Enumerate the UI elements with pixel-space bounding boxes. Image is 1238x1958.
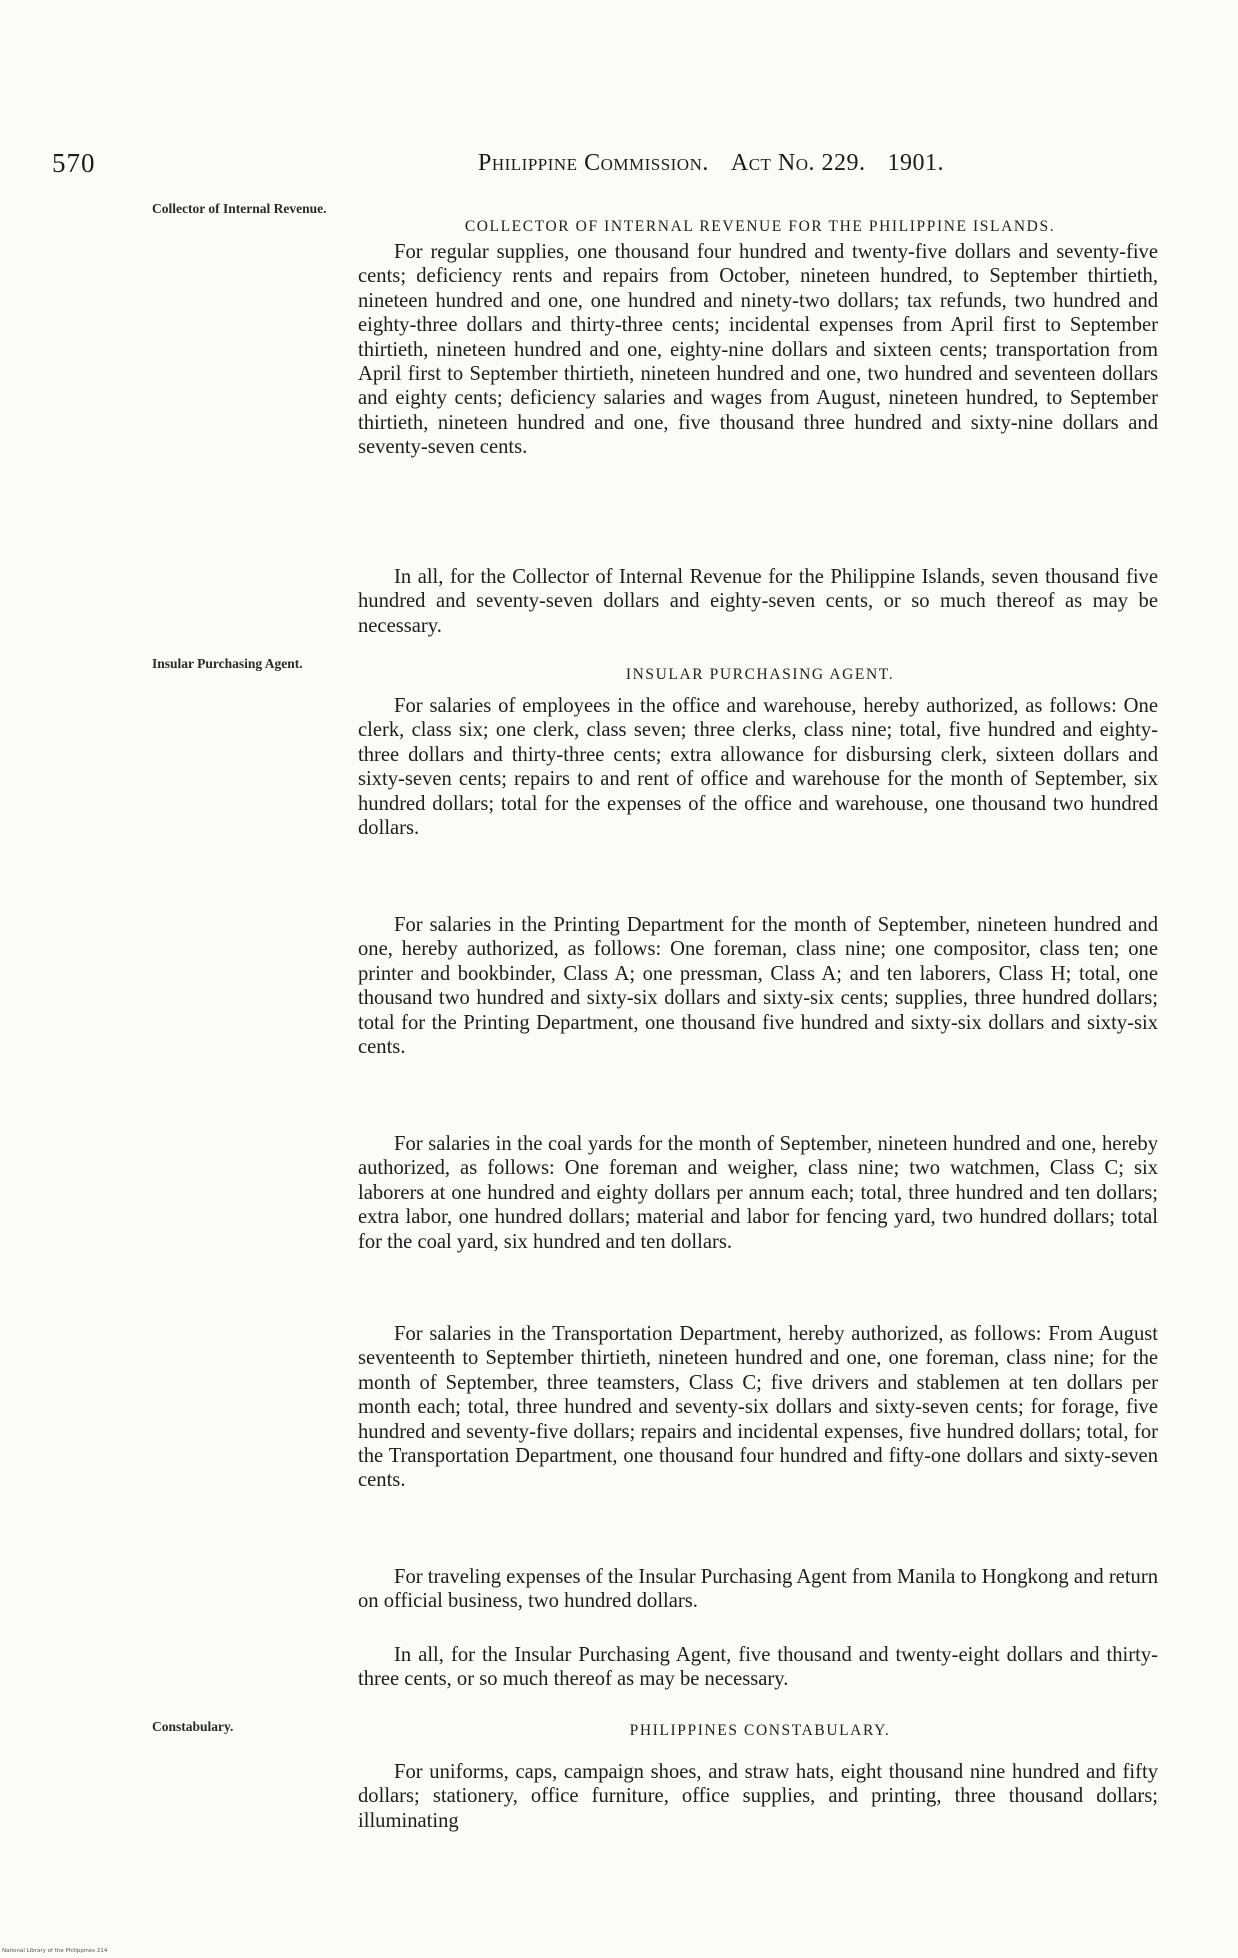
page-number: 570 [52, 148, 96, 178]
paragraph-purchasing-5: For traveling expenses of the Insular Purchasing Agent from Manila to Hongkong and return on official business, two hundred dollars. [358, 1566, 1158, 1613]
running-head-publisher: Philippine Commission. [478, 150, 709, 176]
margin-note-constabulary: Constabulary. [152, 1719, 234, 1734]
scan-footer: National Library of the Philippines 214 [2, 1948, 108, 1954]
paragraph-collector-1: For regular supplies, one thousand four hundred and twenty-five dollars and seventy-five cents; deficiency rents and repairs from October, nineteen hundred, to September thirtieth, nineteen hundred and one, one hundred and ninety-two dollars; tax refunds, two hundred and eighty-three dollars and thirty-three cents; incidental expenses from April first to September thirtieth, nineteen hundred and one, eighty-nine dollars and sixteen cents; transportation from April first to September thirtieth, nineteen hundred and one, two hundred and seventeen dollars and eighty cents; deficiency salaries and wages from August, nineteen hundred, to September thirtieth, nineteen hundred and one, five thousand three hundred and sixty-nine dollars and seventy-seven cents. [358, 241, 1158, 459]
paragraph-collector-2: In all, for the Collector of Internal Revenue for the Philippine Islands, seven thousand five hundred and seventy-seven dollars and eighty-seven cents, or so much thereof as may be necessary. [358, 566, 1158, 637]
paragraph-purchasing-1: For salaries of employees in the office and warehouse, hereby authorized, as follows: One clerk, class six; one clerk, class seven; three clerks, class nine; total, five hundred and eighty-three dollars and thirty-three cents; extra allowance for disbursing clerk, sixteen dollars and sixty-seven cents; repairs to and rent of office and warehouse for the month of September, six hundred dollars; total for the expenses of the office and warehouse, one thousand two hundred dollars. [358, 695, 1158, 840]
page-header [52, 148, 1052, 180]
section-heading-constabulary: PHILIPPINES CONSTABULARY. [629, 1722, 891, 1739]
paragraph-purchasing-2: For salaries in the Printing Department for the month of September, nineteen hundred and one, hereby authorized, as follows: One foreman, class nine; one compositor, class ten; one printer and bookbinder, Class A; one pressman, Class A; and ten laborers, Class H; total, one thousand two hundred and sixty-six dollars and sixty-six cents; supplies, three hundred dollars; total for the Printing Department, one thousand five hundred and sixty-six dollars and sixty-six cents. [358, 914, 1158, 1059]
running-head-act: Act No. 229. [730, 150, 866, 176]
margin-note-collector: Collector of Internal Revenue. [152, 201, 327, 216]
running-head [478, 150, 944, 177]
section-heading-collector: COLLECTOR OF INTERNAL REVENUE FOR THE PHILIPPINE ISLANDS. [464, 218, 1056, 235]
section-heading-purchasing-agent: INSULAR PURCHASING AGENT. [625, 666, 895, 683]
paragraph-purchasing-4: For salaries in the Transportation Department, hereby authorized, as follows: From August seventeenth to September thirtieth, nineteen hundred and one, one foreman, class nine; for the month of September, three teamsters, Class C; five drivers and stablemen at ten dollars per month each; total, three hundred and seventy-six dollars and sixty-seven cents; for forage, five hundred and seventy-five dollars; repairs and incidental expenses, five hundred dollars; total, for the Transportation Department, one thousand four hundred and fifty-one dollars and sixty-seven cents. [358, 1323, 1158, 1492]
running-head-year: 1901. [887, 150, 945, 176]
paragraph-purchasing-6: In all, for the Insular Purchasing Agent, five thousand and twenty-eight dollars and thirty-three cents, or so much thereof as may be necessary. [358, 1644, 1158, 1691]
paragraph-constabulary-1: For uniforms, caps, campaign shoes, and straw hats, eight thousand nine hundred and fifty dollars; stationery, office furniture, office supplies, and printing, three thousand dollars; illuminating [358, 1761, 1158, 1832]
margin-note-purchasing-agent: Insular Purchasing Agent. [152, 656, 303, 671]
paragraph-purchasing-3: For salaries in the coal yards for the month of September, nineteen hundred and one, hereby authorized, as follows: One foreman and weigher, class nine; two watchmen, Class C; six laborers at one hundred and eighty dollars per annum each; total, three hundred and ten dollars; extra labor, one hundred dollars; material and labor for fencing yard, two hundred dollars; total for the coal yard, six hundred and ten dollars. [358, 1133, 1158, 1253]
